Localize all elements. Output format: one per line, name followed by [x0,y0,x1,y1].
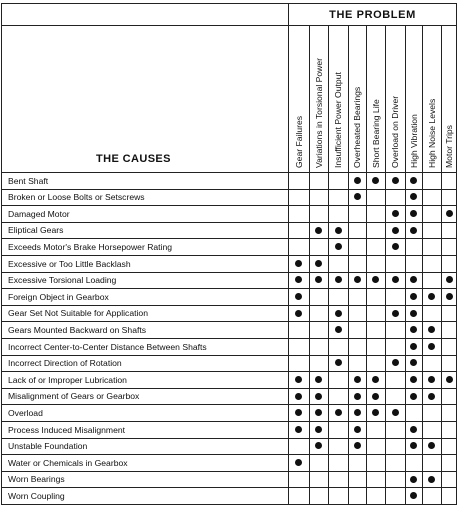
row-divider [1,272,457,273]
cause-row-label: Eliptical Gears [8,225,64,236]
problem-mark-dot [295,260,302,267]
problem-column-label: Overheated Bearings [352,86,362,168]
border-left [1,3,2,504]
problem-mark-dot [354,409,361,416]
problem-mark-dot [410,326,417,333]
row-divider [1,504,457,505]
row-divider [1,487,457,488]
problem-mark-dot [446,376,453,383]
column-divider [385,25,386,504]
column-divider [405,25,406,504]
problem-mark-dot [392,177,399,184]
problem-mark-dot [335,359,342,366]
causes-header: THE CAUSES [96,153,171,165]
border-top [1,3,457,4]
problem-mark-dot [295,459,302,466]
column-divider [348,25,349,504]
problem-mark-dot [295,426,302,433]
problem-mark-dot [354,193,361,200]
problem-mark-dot [428,326,435,333]
column-divider [288,3,289,504]
problem-mark-dot [315,426,322,433]
cause-row-label: Bent Shaft [8,175,49,186]
row-divider [1,205,457,206]
problem-mark-dot [410,177,417,184]
problem-column-label: Gear Failures [293,115,304,168]
row-divider [1,305,457,306]
problem-mark-dot [295,393,302,400]
problem-column-label: Insufficient Power Output [333,72,343,168]
problem-mark-dot [315,442,322,449]
problem-column-label: High Vibration [408,114,419,168]
header-divider [1,172,457,173]
problem-mark-dot [392,227,399,234]
problem-column-label: Variations in Torsional Power [313,57,324,168]
problem-mark-dot [315,376,322,383]
problem-mark-dot [372,276,379,283]
cause-row-label: Gears Mounted Backward on Shafts [8,324,147,335]
row-divider [1,421,457,422]
cause-row-label: Excessive Torsional Loading [8,275,117,286]
problem-column-label: Motor Trips [444,125,454,168]
row-divider [1,288,457,289]
row-divider [1,371,457,372]
problem-mark-dot [315,260,322,267]
problem-mark-dot [392,210,399,217]
column-divider [366,25,367,504]
problem-mark-dot [392,276,399,283]
problem-mark-dot [428,442,435,449]
row-divider [1,238,457,239]
problem-mark-dot [392,359,399,366]
problem-mark-dot [410,193,417,200]
problem-mark-dot [295,293,302,300]
problem-mark-dot [354,177,361,184]
cause-row-label: Excessive or Too Little Backlash [8,258,131,269]
problem-mark-dot [372,393,379,400]
problem-mark-dot [428,393,435,400]
problem-header: THE PROBLEM [329,9,416,21]
problem-mark-dot [410,227,417,234]
problem-mark-dot [335,227,342,234]
cause-row-label: Incorrect Direction of Rotation [8,358,122,369]
problem-mark-dot [354,393,361,400]
problem-mark-dot [315,276,322,283]
problem-mark-dot [335,326,342,333]
cause-row-label: Unstable Foundation [8,441,88,452]
row-divider [1,471,457,472]
cause-row-label: Process Induced Misalignment [8,424,126,435]
problem-mark-dot [295,276,302,283]
problem-mark-dot [410,359,417,366]
problem-mark-dot [354,426,361,433]
problem-mark-dot [372,376,379,383]
problem-column-label: High Noise Levels [426,98,437,168]
row-divider [1,189,457,190]
row-divider [1,255,457,256]
cause-row-label: Foreign Object in Gearbox [8,291,109,302]
problem-mark-dot [428,476,435,483]
cause-row-label: Worn Bearings [8,474,65,485]
row-divider [1,321,457,322]
cause-row-label: Misalignment of Gears or Gearbox [8,391,140,402]
cause-row-label: Worn Coupling [8,490,65,501]
problem-mark-dot [372,409,379,416]
problem-mark-dot [315,393,322,400]
cause-row-label: Water or Chemicals in Gearbox [8,457,128,468]
problem-mark-dot [410,310,417,317]
cause-row-label: Overload [8,407,43,418]
column-divider [441,25,442,504]
problem-mark-dot [335,276,342,283]
column-divider [328,25,329,504]
row-divider [1,388,457,389]
problem-mark-dot [446,276,453,283]
problem-mark-dot [335,310,342,317]
problem-mark-dot [410,293,417,300]
row-divider [1,222,457,223]
problem-mark-dot [410,210,417,217]
cause-row-label: Damaged Motor [8,208,70,219]
problem-column-label: Overload on Driver [390,95,400,168]
problem-mark-dot [354,276,361,283]
problem-mark-dot [315,409,322,416]
problem-mark-dot [410,343,417,350]
problem-mark-dot [446,293,453,300]
row-divider [1,404,457,405]
border-right [456,3,457,504]
problem-mark-dot [410,492,417,499]
problem-mark-dot [392,409,399,416]
column-divider [309,25,310,504]
problem-mark-dot [354,376,361,383]
problem-mark-dot [354,442,361,449]
cause-row-label: Exceeds Motor's Brake Horsepower Rating [8,241,173,252]
problem-mark-dot [392,243,399,250]
row-divider [1,454,457,455]
problem-mark-dot [428,343,435,350]
problem-mark-dot [410,442,417,449]
problem-header-divider [1,25,457,26]
problem-mark-dot [410,276,417,283]
problem-mark-dot [410,393,417,400]
problem-mark-dot [410,476,417,483]
cause-row-label: Incorrect Center-to-Center Distance Between Shafts [8,341,207,352]
problem-mark-dot [410,376,417,383]
problem-mark-dot [295,409,302,416]
problem-mark-dot [335,243,342,250]
problem-column-label: Short Bearing Life [370,99,381,168]
cause-problem-matrix [1,3,457,505]
row-divider [1,355,457,356]
cause-row-label: Lack of or Improper Lubrication [8,374,127,385]
problem-mark-dot [372,177,379,184]
problem-mark-dot [428,293,435,300]
row-divider [1,338,457,339]
problem-mark-dot [428,376,435,383]
problem-mark-dot [295,310,302,317]
problem-mark-dot [315,227,322,234]
problem-mark-dot [295,376,302,383]
problem-mark-dot [410,426,417,433]
column-divider [422,25,423,504]
cause-row-label: Broken or Loose Bolts or Setscrews [8,192,145,203]
problem-mark-dot [446,210,453,217]
problem-mark-dot [335,409,342,416]
row-divider [1,438,457,439]
problem-mark-dot [392,310,399,317]
cause-row-label: Gear Set Not Suitable for Application [8,308,148,319]
